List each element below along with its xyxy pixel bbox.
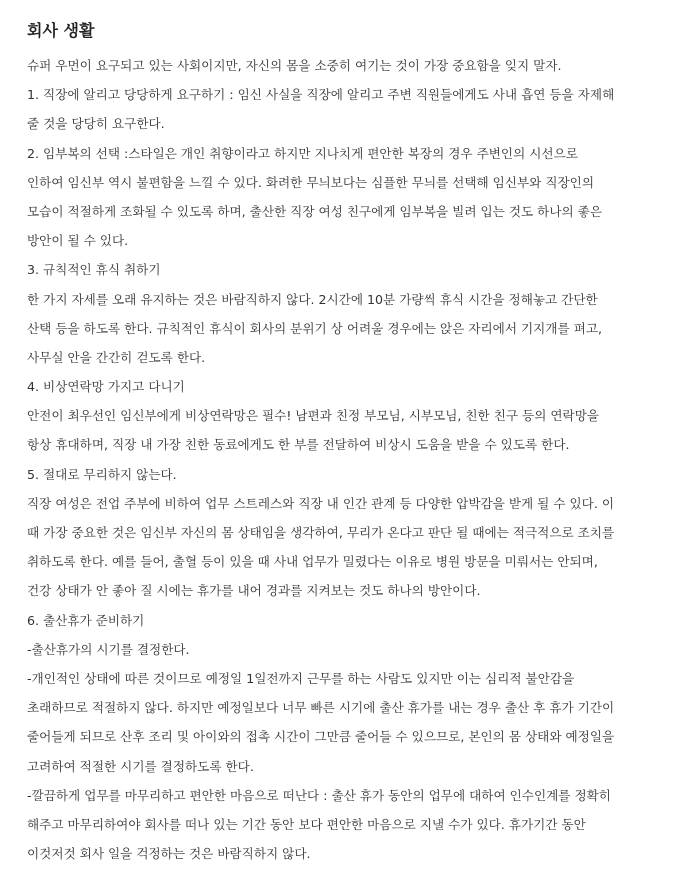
text-line: 한 가지 자세를 오래 유지하는 것은 바람직하지 않다. 2시간에 10분 가량씩 휴식 시간을 정해놓고 간단한 [27, 291, 598, 307]
text-line: 초래하므로 적절하지 않다. 하지만 예정일보다 너무 빠른 시기에 출산 휴가를 내는 경우 출산 후 휴가 기간이 [27, 700, 615, 716]
text-line: 직장 여성은 전업 주부에 비하여 업무 스트레스와 직장 내 인간 관계 등 다양한 압박감을 받게 될 수 있다. 이 [27, 495, 615, 511]
text-line: 2. 임부복의 선택 :스타일은 개인 취향이라고 하지만 지나치게 편안한 복장의 경우 주변인의 시선으로 [27, 145, 578, 161]
text-line: 해주고 마무리하여야 회사를 떠나 있는 기간 동안 보다 편안한 마음으로 지낼 수가 있다. 휴가기간 동안 [27, 816, 586, 832]
text-line: 6. 출산휴가 준비하기 [27, 612, 145, 628]
text-line: 이것저것 회사 일을 걱정하는 것은 바람직하지 않다. [27, 846, 311, 862]
text-line: 줄 것을 당당히 요구한다. [27, 116, 165, 132]
page-title: 회사 생활 [27, 21, 95, 40]
text-line: 3. 규칙적인 휴식 취하기 [27, 262, 161, 278]
text-line: 항상 휴대하며, 직장 내 가장 친한 동료에게도 한 부를 전달하여 비상시 도움을 받을 수 있도록 한다. [27, 437, 570, 453]
text-line: 1. 직장에 알리고 당당하게 요구하기 : 임신 사실을 직장에 알리고 주변 직원들에게도 사내 흡연 등을 자제해 [27, 87, 615, 103]
text-line: 모습이 적절하게 조화될 수 있도록 하며, 출산한 직장 여성 친구에게 임부복을 빌려 입는 것도 하나의 좋은 [27, 203, 603, 219]
text-line: 안전이 최우선인 임신부에게 비상연락망은 필수! 남편과 친정 부모님, 시부모님, 친한 친구 등의 연락망을 [27, 408, 600, 424]
text-line: 인하여 임신부 역시 불편함을 느낄 수 있다. 화려한 무늬보다는 심플한 무늬를 선택해 임신부와 직장인의 [27, 174, 594, 190]
text-line: 고려하여 적절한 시기를 결정하도록 한다. [27, 758, 254, 774]
text-line: 취하도록 한다. 예를 들어, 출혈 등이 있을 때 사내 업무가 밀렸다는 이유로 병원 방문을 미뤄서는 안되며, [27, 554, 598, 570]
text-line: 줄어들게 되므로 산후 조리 및 아이와의 접촉 시간이 그만큼 줄어들 수 있으므로, 본인의 몸 상태와 예정일을 [27, 729, 615, 745]
text-line: 방안이 될 수 있다. [27, 233, 129, 249]
text-line: -개인적인 상태에 따른 것이므로 예정일 1일전까지 근무를 하는 사람도 있지만 이는 심리적 불안감을 [27, 670, 575, 686]
text-line: 산택 등을 하도록 한다. 규칙적인 휴식이 회사의 분위기 상 어려울 경우에는 앉은 자리에서 기지개를 펴고, [27, 320, 603, 336]
text-line: 5. 절대로 무리하지 않는다. [27, 466, 177, 482]
text-line: 4. 비상연락망 가지고 다니기 [27, 379, 185, 395]
text-line: 건강 상태가 안 좋아 질 시에는 휴가를 내어 경과를 지켜보는 것도 하나의 방안이다. [27, 583, 481, 599]
text-line: 슈퍼 우먼이 요구되고 있는 사회이지만, 자신의 몸을 소중히 여기는 것이 가장 중요함을 잊지 말자. [27, 58, 562, 73]
text-line: 때 가장 중요한 것은 임신부 자신의 몸 상태임을 생각하여, 무리가 온다고 판단 될 때에는 적극적으로 조치를 [27, 525, 615, 540]
body-text [27, 51, 682, 868]
text-line: -깔끔하게 업무를 마무리하고 편안한 마음으로 떠난다 : 출산 휴가 동안의 업무에 대하여 인수인계를 정확히 [27, 787, 611, 803]
text-line: -출산휴가의 시기를 결정한다. [27, 641, 190, 657]
text-line: 사무실 안을 간간히 걷도록 한다. [27, 349, 206, 365]
